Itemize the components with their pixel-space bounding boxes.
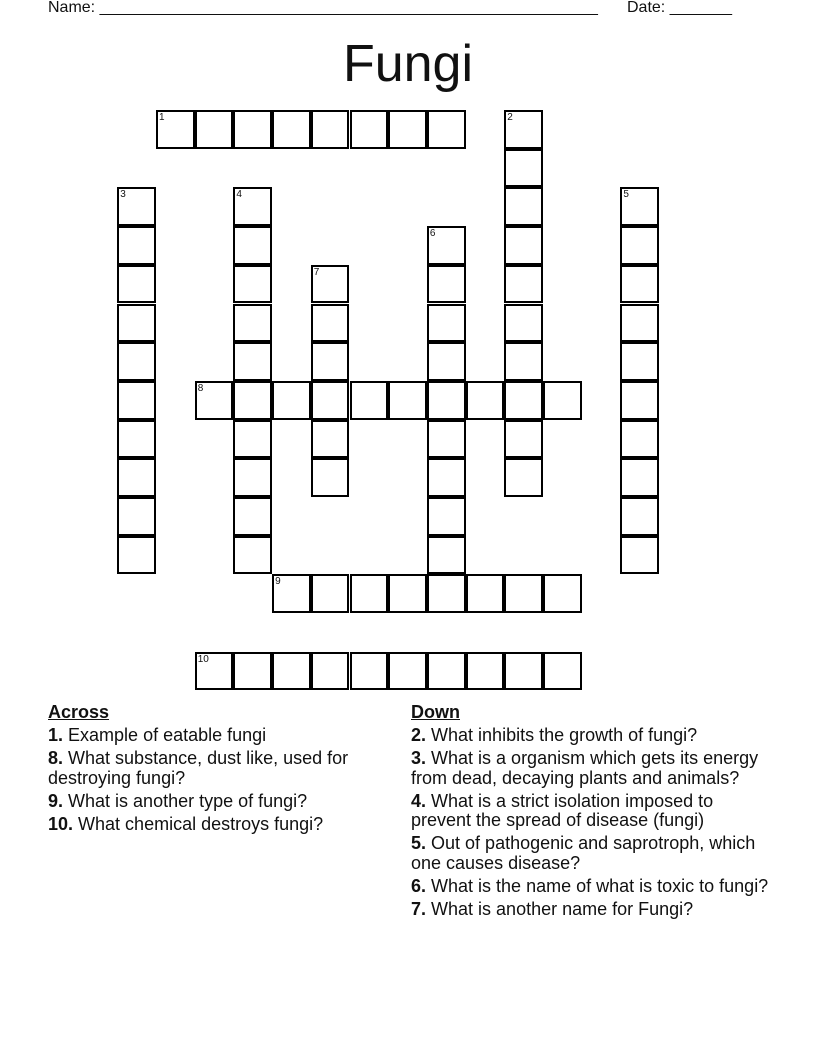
crossword-cell[interactable] xyxy=(504,149,543,188)
crossword-cell[interactable] xyxy=(504,574,543,613)
crossword-cell[interactable] xyxy=(427,381,466,420)
crossword-cell[interactable] xyxy=(620,187,659,226)
clue-text: What is a strict isolation imposed to prevent the spread of disease (fungi) xyxy=(411,790,714,830)
crossword-cell[interactable] xyxy=(620,458,659,497)
clue-down-7 xyxy=(411,900,771,920)
crossword-cell[interactable] xyxy=(504,342,543,381)
crossword-cell[interactable] xyxy=(427,536,466,575)
crossword-cell[interactable] xyxy=(427,265,466,304)
crossword-cell[interactable] xyxy=(233,536,272,575)
crossword-cell[interactable] xyxy=(427,574,466,613)
crossword-cell[interactable] xyxy=(195,381,234,420)
crossword-cell[interactable] xyxy=(311,342,350,381)
crossword-cell[interactable] xyxy=(388,381,427,420)
clue-number-label: 10 xyxy=(197,653,209,665)
crossword-cell[interactable] xyxy=(427,420,466,459)
crossword-cell[interactable] xyxy=(311,265,350,304)
crossword-cell[interactable] xyxy=(620,420,659,459)
down-clues xyxy=(411,702,771,923)
clue-number: 6. xyxy=(411,875,427,896)
clue-number-label: 8 xyxy=(197,382,204,394)
down-heading: Down xyxy=(411,702,460,722)
clue-number: 7. xyxy=(411,898,427,919)
crossword-cell[interactable] xyxy=(504,420,543,459)
clue-text: What is another type of fungi? xyxy=(68,790,308,811)
crossword-cell[interactable] xyxy=(311,110,350,149)
clue-number: 8. xyxy=(48,748,64,768)
clue-text: What is another name for Fungi? xyxy=(431,898,694,919)
crossword-cell[interactable] xyxy=(233,381,272,420)
crossword-cell[interactable] xyxy=(504,187,543,226)
crossword-cell[interactable] xyxy=(117,304,156,343)
crossword-cell[interactable] xyxy=(504,265,543,304)
crossword-cell[interactable] xyxy=(311,458,350,497)
crossword-cell[interactable] xyxy=(233,420,272,459)
crossword-cell[interactable] xyxy=(427,304,466,343)
clue-text: What substance, dust like, used for destroying fungi? xyxy=(48,748,349,788)
clue-down-2 xyxy=(411,726,771,746)
crossword-cell[interactable] xyxy=(504,652,543,691)
clue-number-label: 1 xyxy=(159,112,165,123)
crossword-cell[interactable] xyxy=(272,381,311,420)
crossword-cell[interactable] xyxy=(272,652,311,691)
crossword-cell[interactable] xyxy=(543,652,582,691)
clue-number: 5. xyxy=(411,833,427,853)
clue-text: Example of eatable fungi xyxy=(68,725,267,745)
clue-text: What inhibits the growth of fungi? xyxy=(431,725,698,745)
crossword-cell[interactable] xyxy=(156,110,195,149)
crossword-cell[interactable] xyxy=(117,497,156,536)
crossword-cell[interactable] xyxy=(620,304,659,343)
clue-across-10 xyxy=(48,815,378,835)
crossword-cell[interactable] xyxy=(233,497,272,536)
crossword-cell[interactable] xyxy=(504,110,543,149)
crossword-cell[interactable] xyxy=(350,652,389,691)
crossword-cell[interactable] xyxy=(620,226,659,265)
crossword-cell[interactable] xyxy=(504,304,543,343)
crossword-cell[interactable] xyxy=(117,226,156,265)
clue-text: What is the name of what is toxic to fungi? xyxy=(431,875,769,896)
crossword-cell[interactable] xyxy=(620,497,659,536)
crossword-cell[interactable] xyxy=(504,458,543,497)
clue-across-8 xyxy=(48,749,378,788)
crossword-cell[interactable] xyxy=(388,652,427,691)
crossword-cell[interactable] xyxy=(620,381,659,420)
page-title: Fungi xyxy=(342,35,474,93)
crossword-cell[interactable] xyxy=(311,304,350,343)
crossword-cell[interactable] xyxy=(427,458,466,497)
crossword-cell[interactable] xyxy=(427,652,466,691)
crossword-cell[interactable] xyxy=(117,381,156,420)
crossword-cell[interactable] xyxy=(350,381,389,420)
clue-number: 2. xyxy=(411,725,427,745)
clue-number-label: 2 xyxy=(507,112,513,123)
crossword-cell[interactable] xyxy=(311,381,350,420)
clue-down-4 xyxy=(411,792,771,831)
crossword-cell[interactable] xyxy=(233,110,272,149)
crossword-cell[interactable] xyxy=(117,536,156,575)
crossword-cell[interactable] xyxy=(117,458,156,497)
crossword-cell[interactable] xyxy=(233,304,272,343)
crossword-cell[interactable] xyxy=(311,420,350,459)
date-field-label: Date: _______ xyxy=(627,0,732,16)
across-heading: Across xyxy=(48,702,110,722)
crossword-cell[interactable] xyxy=(620,342,659,381)
clue-number-label: 4 xyxy=(236,189,242,201)
crossword-cell[interactable] xyxy=(195,652,234,691)
crossword-cell[interactable] xyxy=(233,226,272,265)
crossword-cell[interactable] xyxy=(388,574,427,613)
crossword-cell[interactable] xyxy=(350,110,389,149)
crossword-cell[interactable] xyxy=(117,342,156,381)
clue-number-label: 7 xyxy=(313,266,320,278)
clue-text: What chemical destroys fungi? xyxy=(78,813,324,834)
clue-text: What is a organism which gets its energy from dead, decaying plants and animals? xyxy=(411,748,759,788)
clue-number-label: 5 xyxy=(623,189,629,201)
clue-number: 4. xyxy=(411,790,427,811)
crossword-cell[interactable] xyxy=(311,574,350,613)
crossword-cell[interactable] xyxy=(427,342,466,381)
clue-down-3 xyxy=(411,749,771,788)
crossword-cell[interactable] xyxy=(620,265,659,304)
crossword-cell[interactable] xyxy=(427,110,466,149)
crossword-cell[interactable] xyxy=(233,652,272,691)
crossword-cell[interactable] xyxy=(543,381,582,420)
clue-across-1 xyxy=(48,726,378,746)
crossword-cell[interactable] xyxy=(233,265,272,304)
crossword-cell[interactable] xyxy=(233,187,272,226)
clue-number: 9. xyxy=(48,790,64,811)
crossword-cell[interactable] xyxy=(427,497,466,536)
crossword-cell[interactable] xyxy=(466,574,505,613)
clue-number: 10. xyxy=(48,813,74,834)
crossword-cell[interactable] xyxy=(427,226,466,265)
clue-number-label: 3 xyxy=(120,189,126,201)
crossword-cell[interactable] xyxy=(504,226,543,265)
crossword-cell[interactable] xyxy=(117,265,156,304)
crossword-cell[interactable] xyxy=(388,110,427,149)
across-clues xyxy=(48,702,378,838)
clue-number: 3. xyxy=(411,748,427,768)
crossword-cell[interactable] xyxy=(117,420,156,459)
crossword-cell[interactable] xyxy=(350,574,389,613)
crossword-cell[interactable] xyxy=(466,381,505,420)
clue-text: Out of pathogenic and saprotroph, which one causes disease? xyxy=(411,833,756,873)
crossword-cell[interactable] xyxy=(195,110,234,149)
clue-across-9 xyxy=(48,792,378,812)
crossword-cell[interactable] xyxy=(272,574,311,613)
clue-down-5 xyxy=(411,834,771,873)
crossword-cell[interactable] xyxy=(504,381,543,420)
clue-number: 1. xyxy=(48,725,64,745)
crossword-cell[interactable] xyxy=(620,536,659,575)
crossword-cell[interactable] xyxy=(233,342,272,381)
crossword-cell[interactable] xyxy=(311,652,350,691)
name-field-label: Name: ________________________________________________________ xyxy=(48,0,598,16)
crossword-cell[interactable] xyxy=(543,574,582,613)
crossword-cell[interactable] xyxy=(233,458,272,497)
clue-number-label: 9 xyxy=(275,576,281,588)
crossword-cell[interactable] xyxy=(272,110,311,149)
clue-down-6 xyxy=(411,877,771,897)
crossword-cell[interactable] xyxy=(117,187,156,226)
crossword-cell[interactable] xyxy=(466,652,505,691)
clue-number-label: 6 xyxy=(429,228,436,240)
